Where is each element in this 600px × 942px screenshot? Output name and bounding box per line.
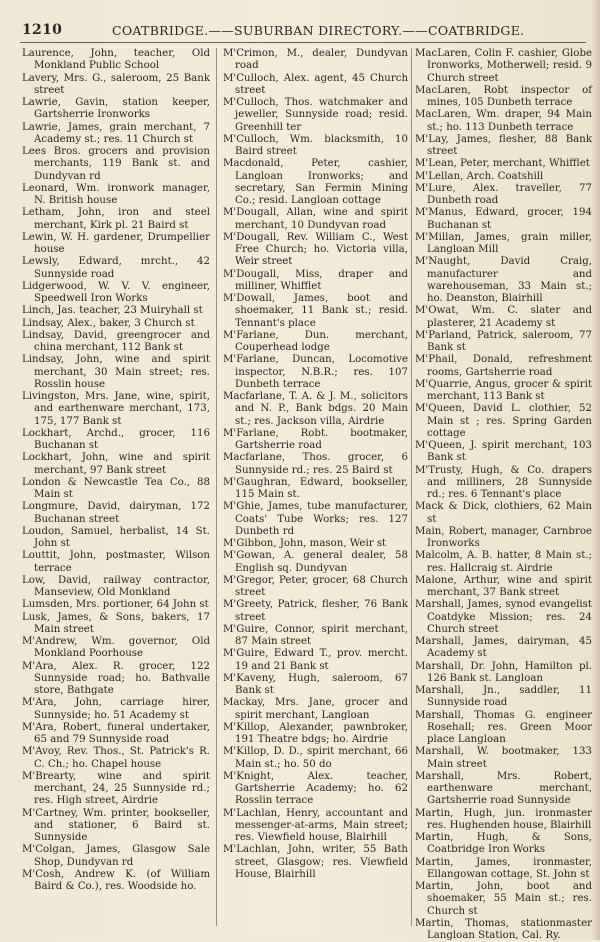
directory-entry: Macfarlane, T. A. & J. M., solicitors and N. P., Bank bdgs. 20 Main st.; res. Jackson villa, Airdrie [223, 391, 408, 427]
directory-entry: Martin, Hugh, & Sons, Coatbridge Iron Works [415, 832, 592, 856]
directory-entry: Linch, Jas. teacher, 23 Muiryhall st [22, 305, 203, 317]
directory-entry: Low, David, railway contractor, Manseview, Old Monkland [22, 574, 210, 598]
directory-entry: Marshall, James, synod evangelist Coatdyke Mission; res. 24 Church street [415, 599, 592, 635]
directory-entry: Lusk, James, & Sons, bakers, 17 Main street [22, 611, 210, 635]
directory-entry: M'Millan, James, grain miller, Langloan Mill [415, 231, 592, 255]
directory-entry: Main, Robert, manager, Carnbroe Ironworks [415, 525, 592, 549]
directory-entry: M'Guire, Connor, spirit merchant, 87 Main street [223, 623, 408, 647]
directory-entry: Lawrie, Gavin, station keeper, Gartsherrie Ironworks [22, 97, 210, 121]
column-divider-1 [216, 48, 217, 926]
directory-entry: M'Colgan, James, Glasgow Sale Shop, Dundyvan rd [22, 844, 210, 868]
directory-entry: Lumsden, Mrs. portioner, 64 John st [22, 599, 209, 611]
directory-entry: M'Farlane, Dun. merchant, Couperhead lodge [223, 329, 408, 353]
header-rule [20, 42, 586, 43]
directory-entry: Mack & Dick, clothiers, 62 Main st [415, 501, 592, 525]
column-middle [223, 48, 408, 926]
directory-entry: Lewsly, Edward, mrcht., 42 Sunnyside road [22, 256, 210, 280]
directory-entry: M'Guire, Edward T., prov. mercht. 19 and 21 Bank st [223, 648, 408, 672]
running-head: COATBRIDGE.——SUBURBAN DIRECTORY.——COATBRIDGE. [112, 23, 525, 38]
directory-entry: Martin, Thomas, stationmaster Langloan Station, Cal. Ry. [415, 917, 592, 941]
directory-entry: Lavery, Mrs. G., saleroom, 25 Bank street [22, 72, 210, 96]
directory-entry: Lawrie, James, grain merchant, 7 Academy st.; res. 11 Church st [22, 121, 210, 145]
directory-entry: M'Ara, John, carriage hirer, Sunnyside; ho. 51 Academy st [22, 697, 210, 721]
directory-entry: M'Greety, Patrick, flesher, 76 Bank street [223, 599, 408, 623]
directory-entry: Lindsay, David, greengrocer and china merchant, 112 Bank st [22, 329, 210, 353]
directory-entry: Marshall, James, dairyman, 45 Academy st [415, 636, 592, 660]
directory-entry: Lees Bros. grocers and provision merchants, 119 Bank st. and Dundyvan rd [22, 146, 210, 182]
directory-entry: Marshall, W. bootmaker, 133 Main street [415, 746, 592, 770]
page-number: 1210 [22, 22, 63, 38]
directory-entry: M'Gregor, Peter, grocer, 68 Church street [223, 574, 408, 598]
directory-entry: M'Lellan, Arch. Coatshill [415, 170, 544, 182]
directory-entry: Lidgerwood, W. V. V. engineer, Speedwell Iron Works [22, 280, 210, 304]
directory-entry: M'Phail, Donald, refreshment rooms, Gartsherrie road [415, 354, 592, 378]
directory-entry: M'Gaughran, Edward, bookseller, 115 Main st. [223, 476, 408, 500]
directory-entry: M'Naught, David Craig, manufacturer and warehouseman, 33 Main st.; ho. Deanston, Blairhill [415, 256, 592, 304]
directory-entry: Macfarlane, Thos. grocer, 6 Sunnyside rd.; res. 25 Baird st [223, 452, 408, 476]
directory-entry: M'Lachlan, Henry, accountant and messenger-at-arms, Main street; res. Viewfield house, Blairhill [223, 807, 408, 843]
directory-entry: M'Culloch, Thos. watchmaker and jeweller, Sunnyside road; resid. Greenhill ter [223, 97, 408, 133]
directory-entry: Livingston, Mrs. Jane, wine, spirit, and earthenware merchant, 173, 175, 177 Bank st [22, 391, 210, 427]
directory-entry: M'Kaveny, Hugh, saleroom, 67 Bank st [223, 672, 408, 696]
directory-entry: Macdonald, Peter, cashier, Langloan Ironworks; and secretary, San Fermin Mining Co.; resid. Langloan cottage [223, 158, 408, 206]
directory-entry: Longmure, David, dairyman, 172 Buchanan street [22, 501, 210, 525]
directory-entry: Mackay, Mrs. Jane, grocer and spirit merchant, Langloan [223, 697, 408, 721]
directory-entry: London & Newcastle Tea Co., 88 Main st [22, 476, 210, 500]
directory-entry: M'Killop, Alexander, pawnbroker, 191 Theatre bdgs; ho. Airdrie [223, 721, 408, 745]
directory-entry: Louttit, John, postmaster, Wilson terrace [22, 550, 210, 574]
directory-entry: M'Cartney, Wm. printer, bookseller, and stationer, 6 Baird st. Sunnyside [22, 807, 210, 843]
directory-entry: M'Knight, Alex. teacher, Gartsherrie Academy; ho. 62 Rosslin terrace [223, 770, 408, 807]
directory-entry: MacLaren, Robt inspector of mines, 105 Dunbeth terrace [415, 84, 592, 108]
directory-entry: Letham, John, iron and steel merchant, Kirk pl. 21 Baird st [22, 207, 210, 231]
directory-entry: Malone, Arthur, wine and spirit merchant, 37 Bank street [415, 574, 592, 598]
directory-entry: MacLaren, Wm. draper, 94 Main st.; ho. 113 Dunbeth terrace [415, 109, 592, 133]
directory-entry: M'Cosh, Andrew K. (of William Baird & Co.), res. Woodside ho. [22, 868, 210, 892]
directory-entry: M'Ghie, James, tube manufacturer, Coats' Tube Works; res. 127 Dunbeth rd [223, 501, 408, 537]
column-left [22, 48, 210, 926]
directory-entry: M'Avoy, Rev. Thos., St. Patrick's R. C. Ch.; ho. Chapel house [22, 746, 210, 770]
column-divider-2 [411, 48, 412, 926]
directory-entry: M'Queen, J. spirit merchant, 103 Bank st [415, 440, 592, 464]
column-right [415, 48, 592, 941]
directory-entry: M'Killop, D. D., spirit merchant, 66 Main st.; ho. 50 do [223, 746, 408, 770]
directory-entry: M'Crimon, M., dealer, Dundyvan road [223, 48, 408, 72]
directory-entry: M'Lay, James, flesher, 88 Bank street [415, 133, 592, 157]
directory-entry: M'Dougall, Miss, draper and milliner, Whifflet [223, 268, 408, 292]
directory-entry: M'Brearty, wine and spirit merchant, 24, 25 Sunnyside rd.; res. High street, Airdrie [22, 770, 210, 807]
directory-entry: Martin, John, boot and shoemaker, 55 Main st.; res. Church st [415, 881, 592, 917]
directory-entry: M'Farlane, Duncan, Locomotive inspector, N.B.R.; res. 107 Dunbeth terrace [223, 354, 408, 390]
directory-entry: M'Dougall, Rev. William C., West Free Church; ho. Victoria villa, Weir street [223, 231, 408, 268]
directory-entry: M'Lean, Peter, merchant, Whifflet [415, 158, 590, 170]
directory-entry: M'Trusty, Hugh, & Co. drapers and milliners, 28 Sunnyside rd.; res. 6 Tennant's place [415, 464, 592, 500]
directory-entry: M'Gowan, A. general dealer, 58 English sq. Dundyvan [223, 550, 408, 574]
directory-entry: Lockhart, John, wine and spirit merchant, 97 Bank street [22, 452, 210, 476]
directory-entry: Lindsay, John, wine and spirit merchant, 30 Main street; res. Rosslin house [22, 354, 210, 390]
directory-entry: Laurence, John, teacher, Old Monkland Public School [22, 48, 210, 72]
directory-entry: M'Parland, Patrick, saleroom, 77 Bank st [415, 329, 592, 353]
directory-entry: Marshall, Thomas G. engineer Rosehall; res. Green Moor place Langloan [415, 709, 592, 745]
directory-entry: Marshall, Mrs. Robert, earthenware merchant, Gartsherrie road Sunnyside [415, 770, 592, 807]
directory-entry: Martin, Hugh, jun. ironmaster res. Hughenden house, Blairhill [415, 807, 592, 831]
directory-entry: Lockhart, Archd., grocer, 116 Buchanan st [22, 427, 210, 451]
directory-entry: M'Dowall, James, boot and shoemaker, 11 Bank st.; resid. Tennant's place [223, 293, 408, 329]
directory-entry: M'Gibbon, John, mason, Weir st [223, 538, 387, 549]
page-edge-shadow [592, 0, 600, 940]
directory-entry: M'Ara, Robert, funeral undertaker, 65 and 79 Sunnyside road [22, 721, 210, 745]
directory-entry: M'Culloch, Wm. blacksmith, 10 Baird street [223, 133, 408, 157]
directory-entry: M'Queen, David L. clothier, 52 Main st ; res. Spring Garden cottage [415, 403, 592, 439]
directory-entry: M'Owat, Wm. C. slater and plasterer, 21 Academy st [415, 305, 592, 329]
directory-entry: M'Culloch, Alex. agent, 45 Church street [223, 72, 408, 96]
directory-entry: Martin, James, ironmaster, Ellangowan cottage, St. John st [415, 856, 592, 880]
directory-entry: M'Dougall, Allan, wine and spirit merchant, 10 Dundyvan road [223, 207, 408, 231]
directory-entry: M'Farlane, Robt. bootmaker, Gartsherrie road [223, 427, 408, 451]
directory-entry: M'Lure, Alex. traveller, 77 Dunbeth road [415, 182, 592, 206]
directory-entry: M'Lachlan, John, writer, 55 Bath street, Glasgow; res. Viewfield House, Blairhill [223, 844, 408, 880]
directory-entry: MacLaren, Colin F. cashier, Globe Ironworks, Motherwell; resid. 9 Church street [415, 48, 592, 84]
directory-entry: Lewin, W. H. gardener, Drumpellier house [22, 231, 210, 255]
directory-entry: M'Andrew, Wm. governor, Old Monkland Poorhouse [22, 636, 210, 660]
directory-entry: Leonard, Wm. ironwork manager, N. British house [22, 182, 210, 206]
directory-entry: Marshall, Jn., saddler, 11 Sunnyside road [415, 685, 592, 709]
directory-entry: Loudon, Samuel, herbalist, 14 St. John st [22, 525, 210, 549]
directory-entry: Marshall, Dr. John, Hamilton pl. 126 Bank st. Langloan [415, 660, 592, 684]
directory-entry: M'Ara, Alex. R. grocer, 122 Sunnyside road; ho. Bathvalle store, Bathgate [22, 660, 210, 696]
directory-entry: M'Quarrie, Angus, grocer & spirit merchant, 113 Bank st [415, 378, 592, 402]
directory-entry: M'Manus, Edward, grocer, 194 Buchanan st [415, 207, 592, 231]
directory-entry: Malcolm, A. B. hatter, 8 Main st.; res. Hallcraig st. Airdrie [415, 550, 592, 574]
page-header [22, 22, 582, 44]
directory-entry: Lindsay, Alex., baker, 3 Church st [22, 317, 195, 329]
